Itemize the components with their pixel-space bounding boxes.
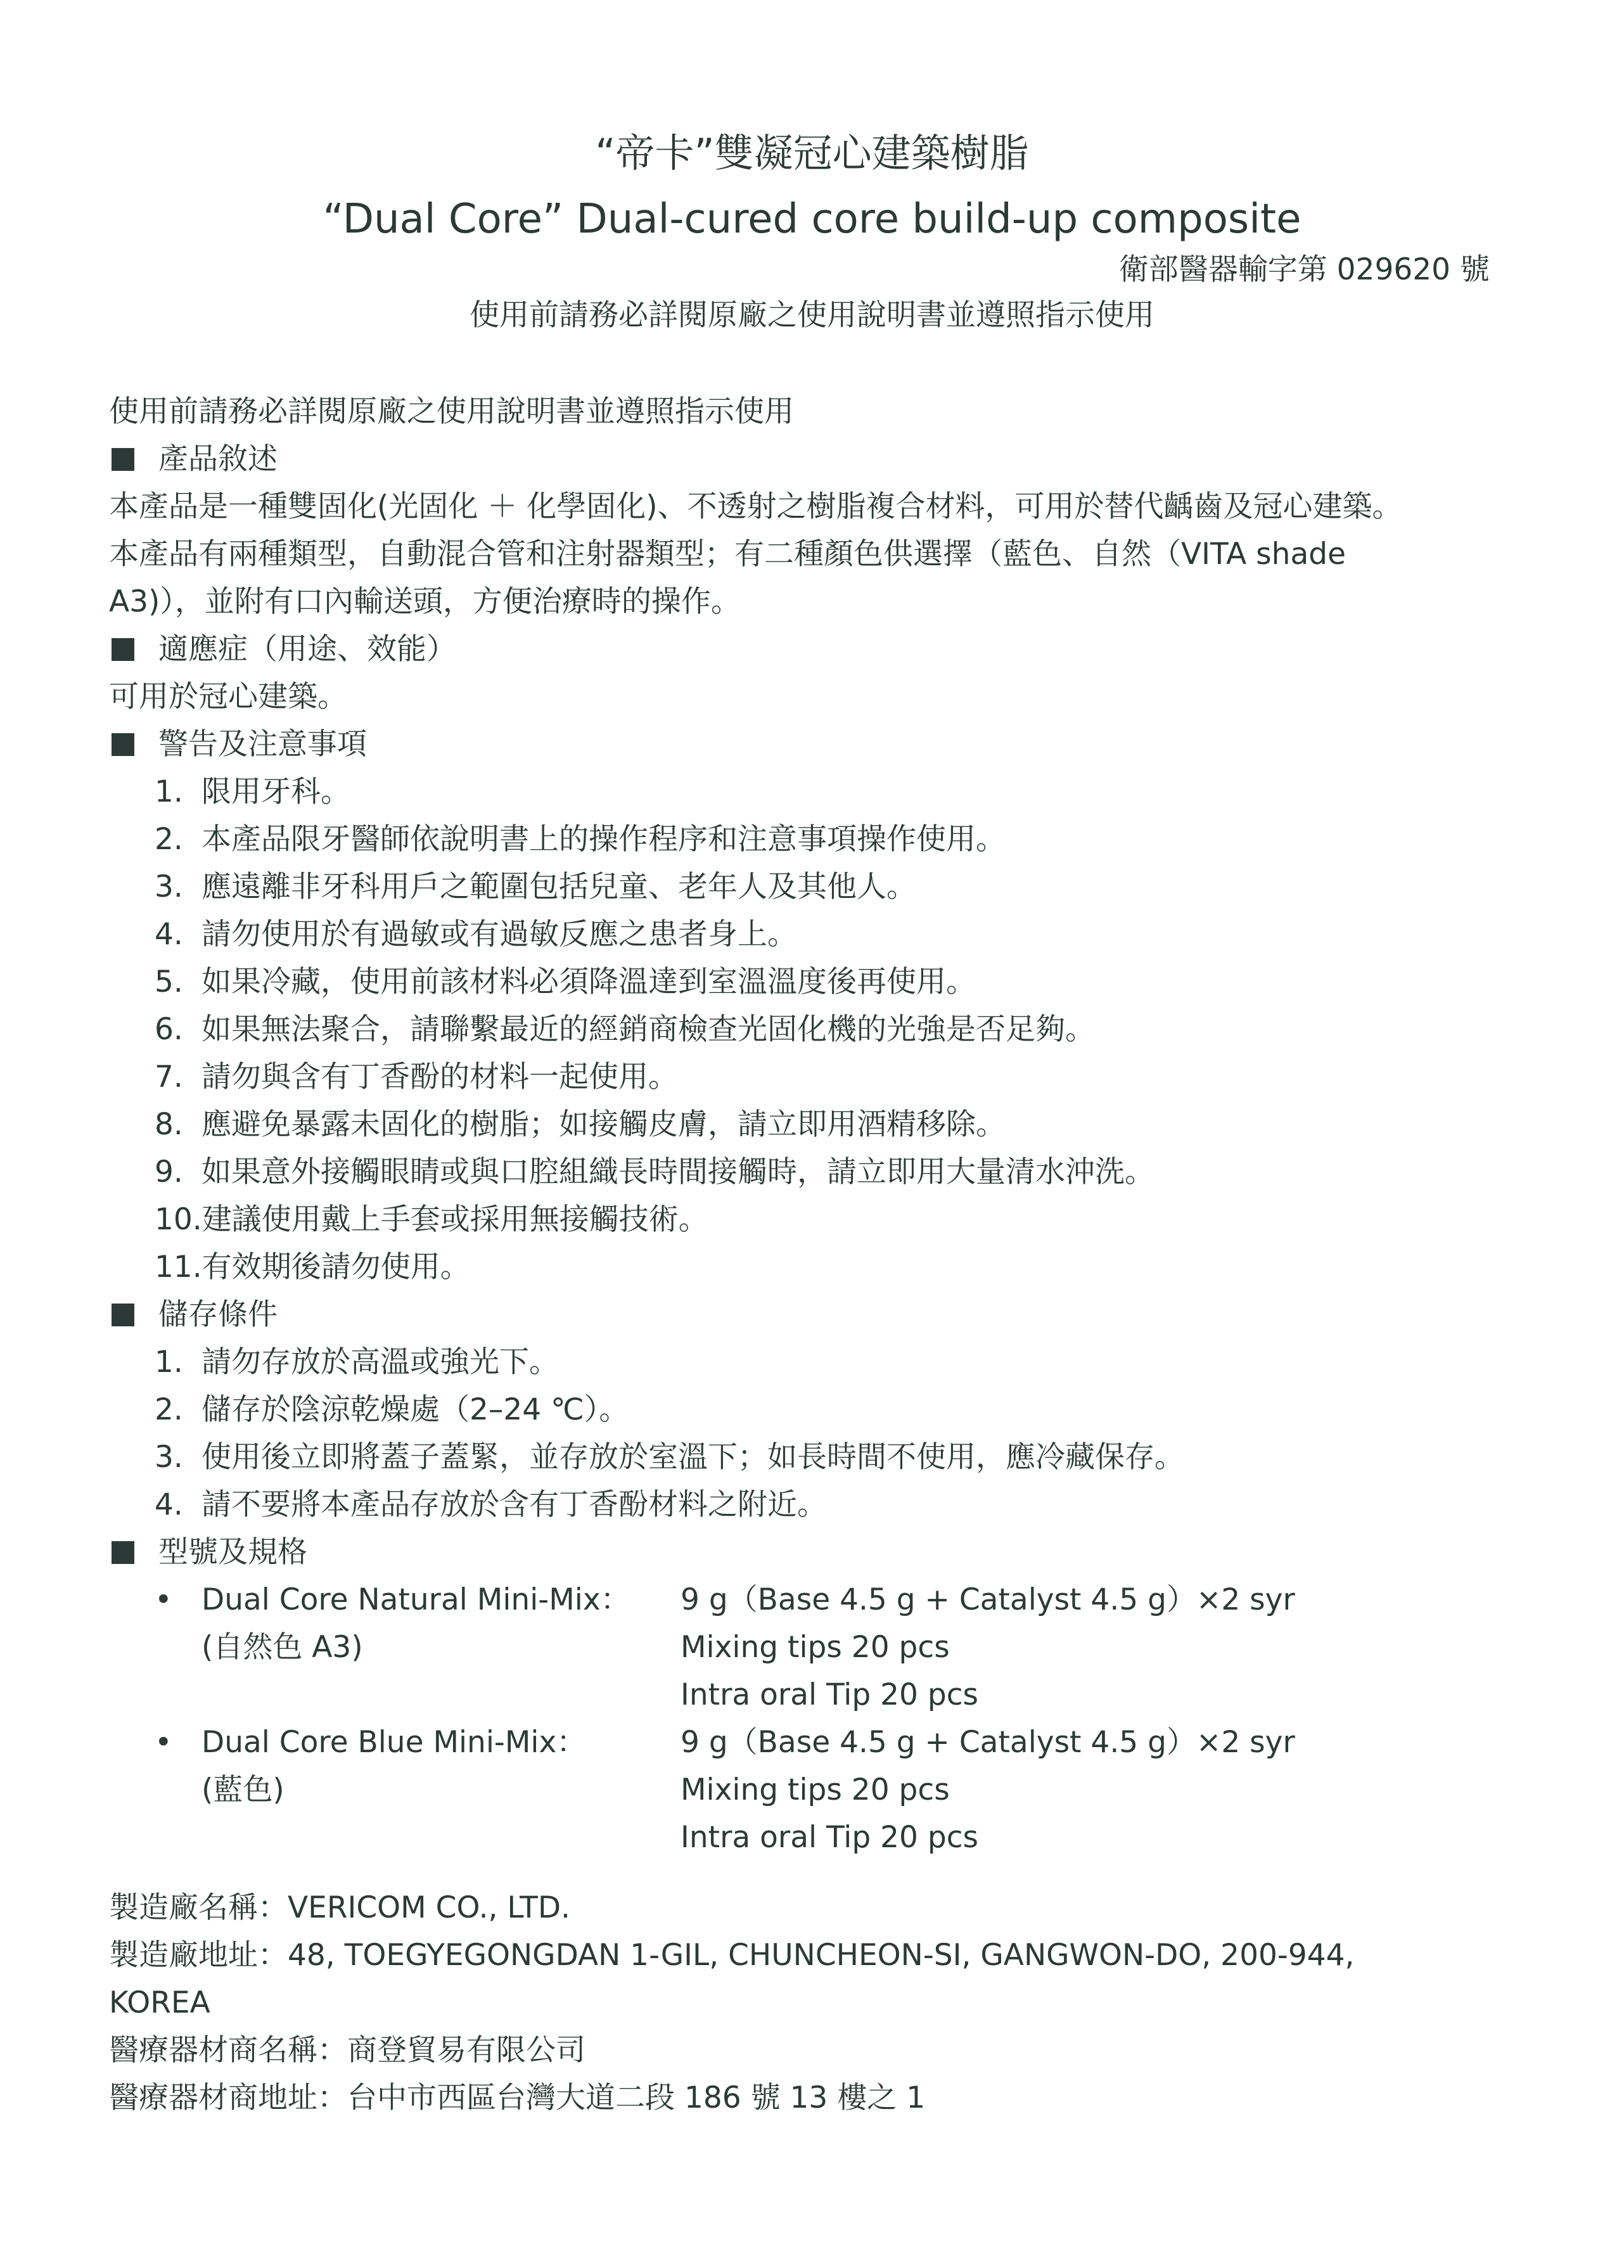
warning-item: 7. 請勿與含有丁香酚的材料一起使用。 <box>155 1060 678 1094</box>
storage-item: 3. 使用後立即將蓋子蓋緊，並存放於室溫下；如長時間不使用，應冷藏保存。 <box>155 1440 1184 1475</box>
warning-item: 4. 請勿使用於有過敏或有過敏反應之患者身上。 <box>155 917 797 952</box>
product-spec: Intra oral Tip 20 pcs <box>681 1820 979 1855</box>
manufacturer-name: 製造廠名稱：VERICOM CO., LTD. <box>109 1890 570 1925</box>
warning-item: 6. 如果無法聚合，請聯繫最近的經銷商檢查光固化機的光強是否足夠。 <box>155 1012 1095 1047</box>
description-line: 本產品有兩種類型，自動混合管和注射器類型；有二種顏色供選擇（藍色、自然（VITA shade <box>109 537 1346 572</box>
product-color: (藍色) <box>201 1772 285 1807</box>
dealer-name: 醫療器材商名稱：商登貿易有限公司 <box>109 2033 585 2068</box>
section-heading-warnings: 警告及注意事項 <box>109 721 1503 768</box>
product-spec: 9 g（Base 4.5 g + Catalyst 4.5 g）×2 syr <box>681 1725 1295 1760</box>
warning-item: 11. 有效期後請勿使用。 <box>155 1250 470 1285</box>
license-number: 衛部醫器輸字第 029620 號 <box>1118 252 1490 287</box>
square-bullet-icon <box>112 638 134 661</box>
section-heading-description: 產品敘述 <box>109 435 1503 483</box>
section-heading-models: 型號及規格 <box>109 1528 1503 1576</box>
warning-item: 1. 限用牙科。 <box>155 774 350 809</box>
manufacturer-address-cont: KOREA <box>109 1985 210 2020</box>
title-english: “Dual Core” Dual-cured core build-up composite <box>323 196 1301 243</box>
square-bullet-icon <box>112 1541 134 1564</box>
warning-item: 9. 如果意外接觸眼睛或與口腔組織長時間接觸時，請立即用大量清水沖洗。 <box>155 1155 1154 1189</box>
section-heading-storage: 儲存條件 <box>109 1291 1503 1338</box>
storage-item: 2. 儲存於陰涼乾燥處（2–24 ℃）。 <box>155 1392 629 1427</box>
usage-notice: 使用前請務必詳閱原廠之使用說明書並遵照指示使用 <box>470 298 1154 333</box>
square-bullet-icon <box>112 1304 134 1326</box>
product-name: Dual Core Natural Mini-Mix： <box>201 1582 630 1617</box>
warning-item: 10. 建議使用戴上手套或採用無接觸技術。 <box>155 1202 708 1237</box>
product-name: Dual Core Blue Mini-Mix： <box>201 1725 587 1760</box>
bullet-dot-icon: • <box>155 1582 172 1617</box>
bullet-dot-icon: • <box>155 1725 172 1760</box>
product-spec: Mixing tips 20 pcs <box>681 1630 950 1665</box>
document-body <box>109 388 1503 2122</box>
description-line: 本產品是一種雙固化(光固化 ＋ 化學固化)、不透射之樹脂複合材料，可用於替代齲齒及冠心建築。 <box>109 489 1402 524</box>
warning-item: 8. 應避免暴露未固化的樹脂；如接觸皮膚，請立即用酒精移除。 <box>155 1107 1006 1142</box>
intro-notice: 使用前請務必詳閱原廠之使用說明書並遵照指示使用 <box>109 394 794 429</box>
product-spec: 9 g（Base 4.5 g + Catalyst 4.5 g）×2 syr <box>681 1582 1295 1617</box>
product-spec: Intra oral Tip 20 pcs <box>681 1677 979 1712</box>
section-heading-indications: 適應症（用途、效能） <box>109 625 1503 673</box>
product-blue <box>109 1719 1503 1861</box>
indications-line: 可用於冠心建築。 <box>109 679 347 714</box>
storage-item: 4. 請不要將本產品存放於含有丁香酚材料之附近。 <box>155 1487 827 1522</box>
title-chinese: “帝卡”雙凝冠心建築樹脂 <box>595 130 1029 176</box>
product-color: (自然色 A3) <box>201 1630 363 1665</box>
warning-item: 3. 應遠離非牙科用戶之範圍包括兒童、老年人及其他人。 <box>155 869 916 904</box>
square-bullet-icon <box>112 448 134 471</box>
product-spec: Mixing tips 20 pcs <box>681 1772 950 1807</box>
product-natural <box>109 1576 1503 1719</box>
warning-item: 2. 本產品限牙醫師依說明書上的操作程序和注意事項操作使用。 <box>155 822 1006 857</box>
dealer-address: 醫療器材商地址：台中市西區台灣大道二段 186 號 13 樓之 1 <box>109 2080 926 2115</box>
description-line: A3)），並附有口內輸送頭，方便治療時的操作。 <box>109 584 741 619</box>
warning-item: 5. 如果冷藏，使用前該材料必須降溫達到室溫溫度後再使用。 <box>155 964 976 999</box>
storage-item: 1. 請勿存放於高溫或強光下。 <box>155 1345 559 1380</box>
manufacturer-address: 製造廠地址：48, TOEGYEGONGDAN 1-GIL, CHUNCHEON-SI, GANGWON-DO, 200-944, <box>109 1938 1355 1973</box>
square-bullet-icon <box>112 733 134 756</box>
